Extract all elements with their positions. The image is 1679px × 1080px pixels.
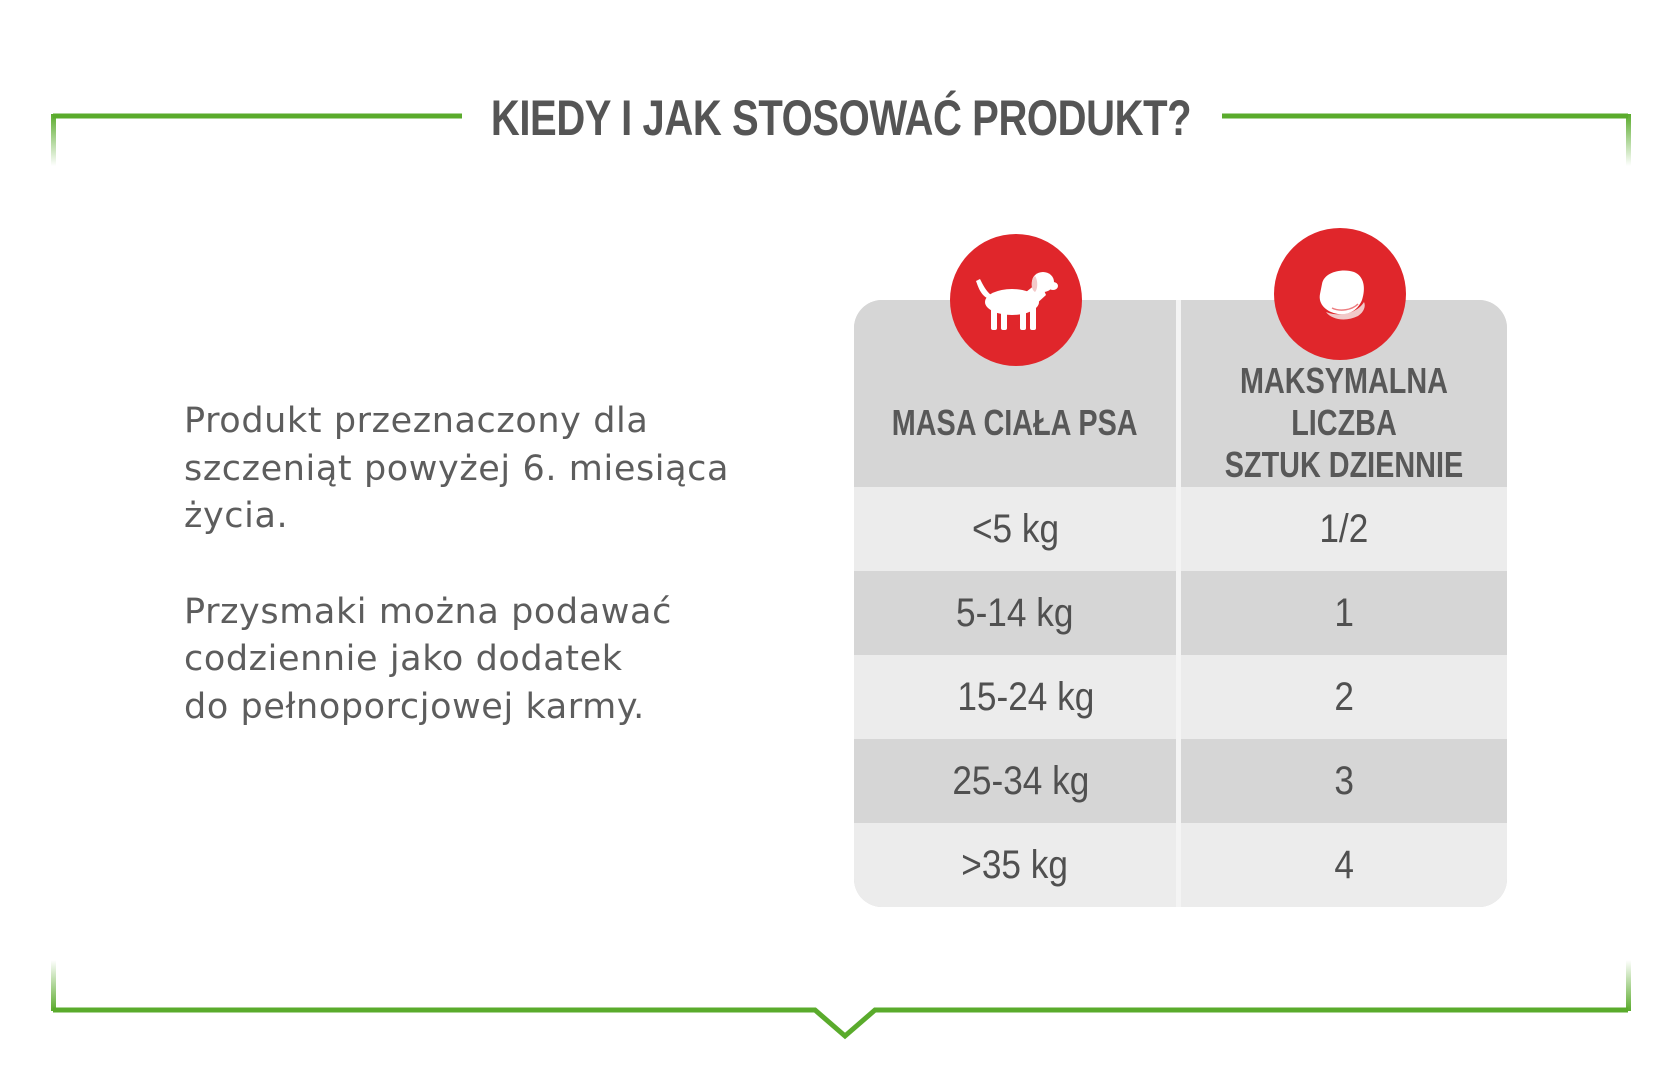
table-cell-count: 4 xyxy=(1334,842,1354,887)
dog-icon xyxy=(950,234,1082,366)
table-cell-count: 1/2 xyxy=(1319,506,1369,551)
table-cell-weight: 5-14 kg xyxy=(956,590,1074,635)
dosage-table xyxy=(854,300,1507,907)
table-header-weight: MASA CIAŁA PSA xyxy=(892,402,1138,443)
treat-icon xyxy=(1274,228,1406,360)
description xyxy=(184,398,784,779)
table-cell-weight: <5 kg xyxy=(971,506,1059,551)
description-paragraph-age: Produkt przeznaczony dla szczeniąt powyżej 6. miesiąca życia. xyxy=(184,401,730,536)
table-cell-count: 1 xyxy=(1334,590,1354,635)
frame-left-top-edge xyxy=(51,114,56,166)
frame-bottom-line xyxy=(53,1010,1628,1036)
table-cell-weight: >35 kg xyxy=(961,842,1069,887)
description-paragraph-usage: Przysmaki można podawać codziennie jako dodatek do pełnoporcjowej karmy. xyxy=(184,591,672,727)
table-cell-weight: 15-24 kg xyxy=(957,674,1095,719)
frame-right-bottom-edge xyxy=(1626,960,1631,1011)
table-cell-count: 3 xyxy=(1334,758,1354,803)
table-cell-weight: 25-34 kg xyxy=(952,758,1090,803)
table-header-max-count: MAKSYMALNA LICZBA SZTUK DZIENNIE xyxy=(1224,360,1464,485)
page-title: KIEDY I JAK STOSOWAĆ PRODUKT? xyxy=(544,78,1138,158)
frame-right-top-edge xyxy=(1626,114,1631,166)
frame-left-bottom-edge xyxy=(51,960,56,1011)
table-column-divider xyxy=(1176,300,1181,907)
table-cell-count: 2 xyxy=(1334,674,1354,719)
